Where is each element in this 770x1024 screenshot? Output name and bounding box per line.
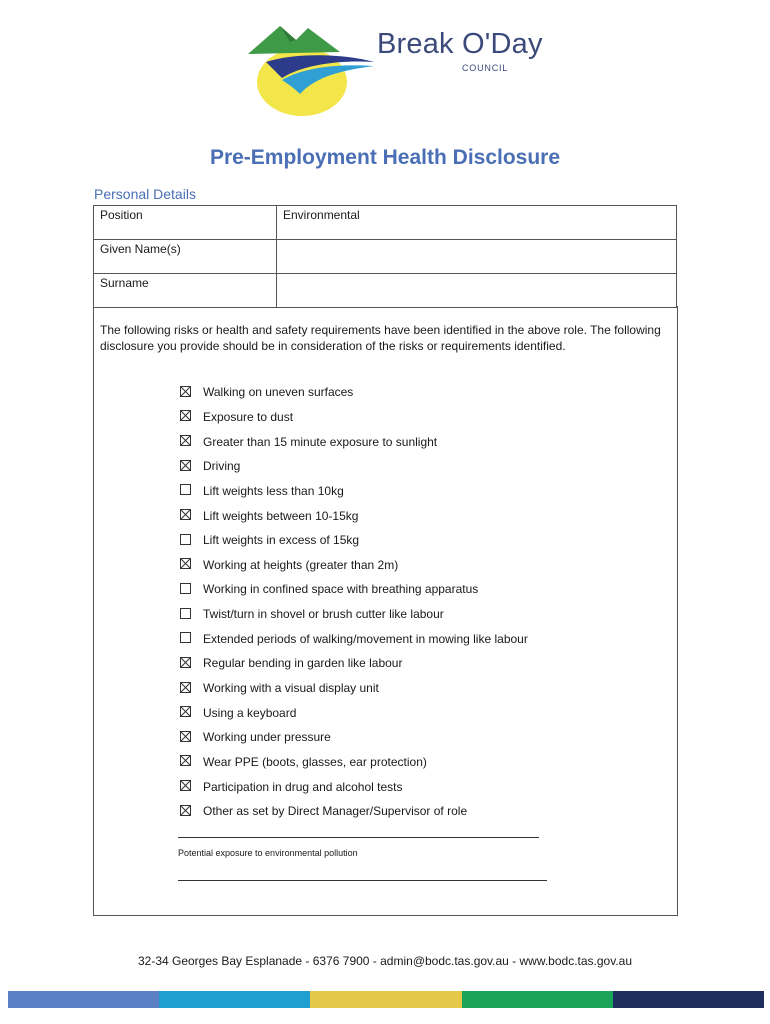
checklist-item-label: Other as set by Direct Manager/Supervisor of role bbox=[203, 804, 468, 819]
table-row bbox=[94, 206, 677, 240]
checklist-item bbox=[180, 750, 528, 775]
checklist-item bbox=[180, 429, 528, 454]
checklist-item bbox=[180, 454, 528, 479]
checked-box-icon[interactable] bbox=[180, 805, 191, 816]
checklist-item-label: Exposure to dust bbox=[203, 409, 294, 424]
unchecked-box-icon[interactable] bbox=[180, 583, 191, 594]
checked-box-icon[interactable] bbox=[180, 706, 191, 717]
table-row bbox=[94, 240, 677, 274]
footer-color-bar bbox=[8, 991, 764, 1008]
checklist-item-label: Using a keyboard bbox=[203, 705, 297, 720]
checked-box-icon[interactable] bbox=[180, 558, 191, 569]
unchecked-box-icon[interactable] bbox=[180, 484, 191, 495]
checklist-item bbox=[180, 676, 528, 701]
checked-box-icon[interactable] bbox=[180, 410, 191, 421]
surname-field[interactable] bbox=[277, 274, 677, 308]
personal-details-table bbox=[93, 205, 677, 308]
checked-box-icon[interactable] bbox=[180, 682, 191, 693]
checklist-item-label: Twist/turn in shovel or brush cutter like labour bbox=[203, 607, 444, 622]
checklist-item-label: Greater than 15 minute exposure to sunlight bbox=[203, 434, 438, 449]
footer-address: 32-34 Georges Bay Esplanade - 6376 7900 - admin@bodc.tas.gov.au - www.bodc.tas.gov.au bbox=[137, 954, 633, 968]
checklist-item-label: Working with a visual display unit bbox=[203, 681, 379, 695]
section-label: Personal Details bbox=[94, 186, 196, 202]
color-bar-segment bbox=[462, 991, 613, 1008]
unchecked-box-icon[interactable] bbox=[180, 632, 191, 643]
checklist-item bbox=[180, 602, 528, 627]
checklist-item bbox=[180, 528, 528, 553]
checklist-item bbox=[180, 700, 528, 725]
signature-line bbox=[178, 837, 539, 838]
other-note: Potential exposure to environmental pollution bbox=[178, 848, 358, 858]
checked-box-icon[interactable] bbox=[180, 657, 191, 668]
checklist-item bbox=[180, 503, 528, 528]
checklist-item bbox=[180, 380, 528, 405]
checklist-item-label: Wear PPE (boots, glasses, ear protection) bbox=[203, 754, 427, 769]
checked-box-icon[interactable] bbox=[180, 509, 191, 520]
checklist-item-label: Lift weights less than 10kg bbox=[203, 483, 344, 498]
checked-box-icon[interactable] bbox=[180, 755, 191, 766]
checklist-item-label: Participation in drug and alcohol tests bbox=[203, 779, 403, 794]
checked-box-icon[interactable] bbox=[180, 731, 191, 742]
checklist-item-label: Extended periods of walking/movement in mowing like labour bbox=[203, 631, 528, 646]
checklist-item-label: Walking on uneven surfaces bbox=[203, 385, 354, 400]
field-label: Position bbox=[94, 206, 277, 240]
position-field[interactable]: Environmental bbox=[277, 206, 677, 240]
checklist-item-label: Working under pressure bbox=[203, 730, 331, 745]
logo-sub: COUNCIL bbox=[462, 63, 509, 73]
checklist-item bbox=[180, 626, 528, 651]
page-title: Pre-Employment Health Disclosure bbox=[209, 146, 561, 169]
field-label: Given Name(s) bbox=[94, 240, 277, 274]
color-bar-segment bbox=[159, 991, 310, 1008]
field-label: Surname bbox=[94, 274, 277, 308]
checklist-item bbox=[180, 577, 528, 602]
checklist-item-label: Lift weights in excess of 15kg bbox=[203, 533, 360, 548]
checklist-item bbox=[180, 651, 528, 676]
unchecked-box-icon[interactable] bbox=[180, 608, 191, 619]
checklist-item bbox=[180, 552, 528, 577]
checklist-item-label: Working in confined space with breathing apparatus bbox=[203, 582, 479, 597]
checked-box-icon[interactable] bbox=[180, 460, 191, 471]
color-bar-segment bbox=[8, 991, 159, 1008]
unchecked-box-icon[interactable] bbox=[180, 534, 191, 545]
checked-box-icon[interactable] bbox=[180, 435, 191, 446]
intro-text: The following risks or health and safety requirements have been identified in the above role. The following disclosure you provide should be in consideration of the risks or requirements identified. bbox=[100, 323, 661, 353]
checklist-item-label: Regular bending in garden like labour bbox=[203, 656, 403, 671]
color-bar-segment bbox=[310, 991, 461, 1008]
checklist-item-label: Lift weights between 10-15kg bbox=[203, 508, 359, 523]
checklist-item bbox=[180, 725, 528, 750]
risk-checklist bbox=[180, 380, 528, 824]
checked-box-icon[interactable] bbox=[180, 386, 191, 397]
checklist-item bbox=[180, 774, 528, 799]
checklist-item-label: Driving bbox=[203, 459, 241, 474]
checked-box-icon[interactable] bbox=[180, 780, 191, 791]
logo-mountains-icon bbox=[246, 18, 376, 124]
color-bar-segment bbox=[613, 991, 764, 1008]
checklist-item bbox=[180, 799, 528, 824]
logo-name: Break O'Day bbox=[377, 28, 543, 60]
council-logo bbox=[246, 18, 543, 124]
checklist-item-label: Working at heights (greater than 2m) bbox=[203, 557, 399, 572]
checklist-item bbox=[180, 405, 528, 430]
signature-line bbox=[178, 880, 547, 881]
table-row bbox=[94, 274, 677, 308]
given-names-field[interactable] bbox=[277, 240, 677, 274]
checklist-item bbox=[180, 479, 528, 504]
